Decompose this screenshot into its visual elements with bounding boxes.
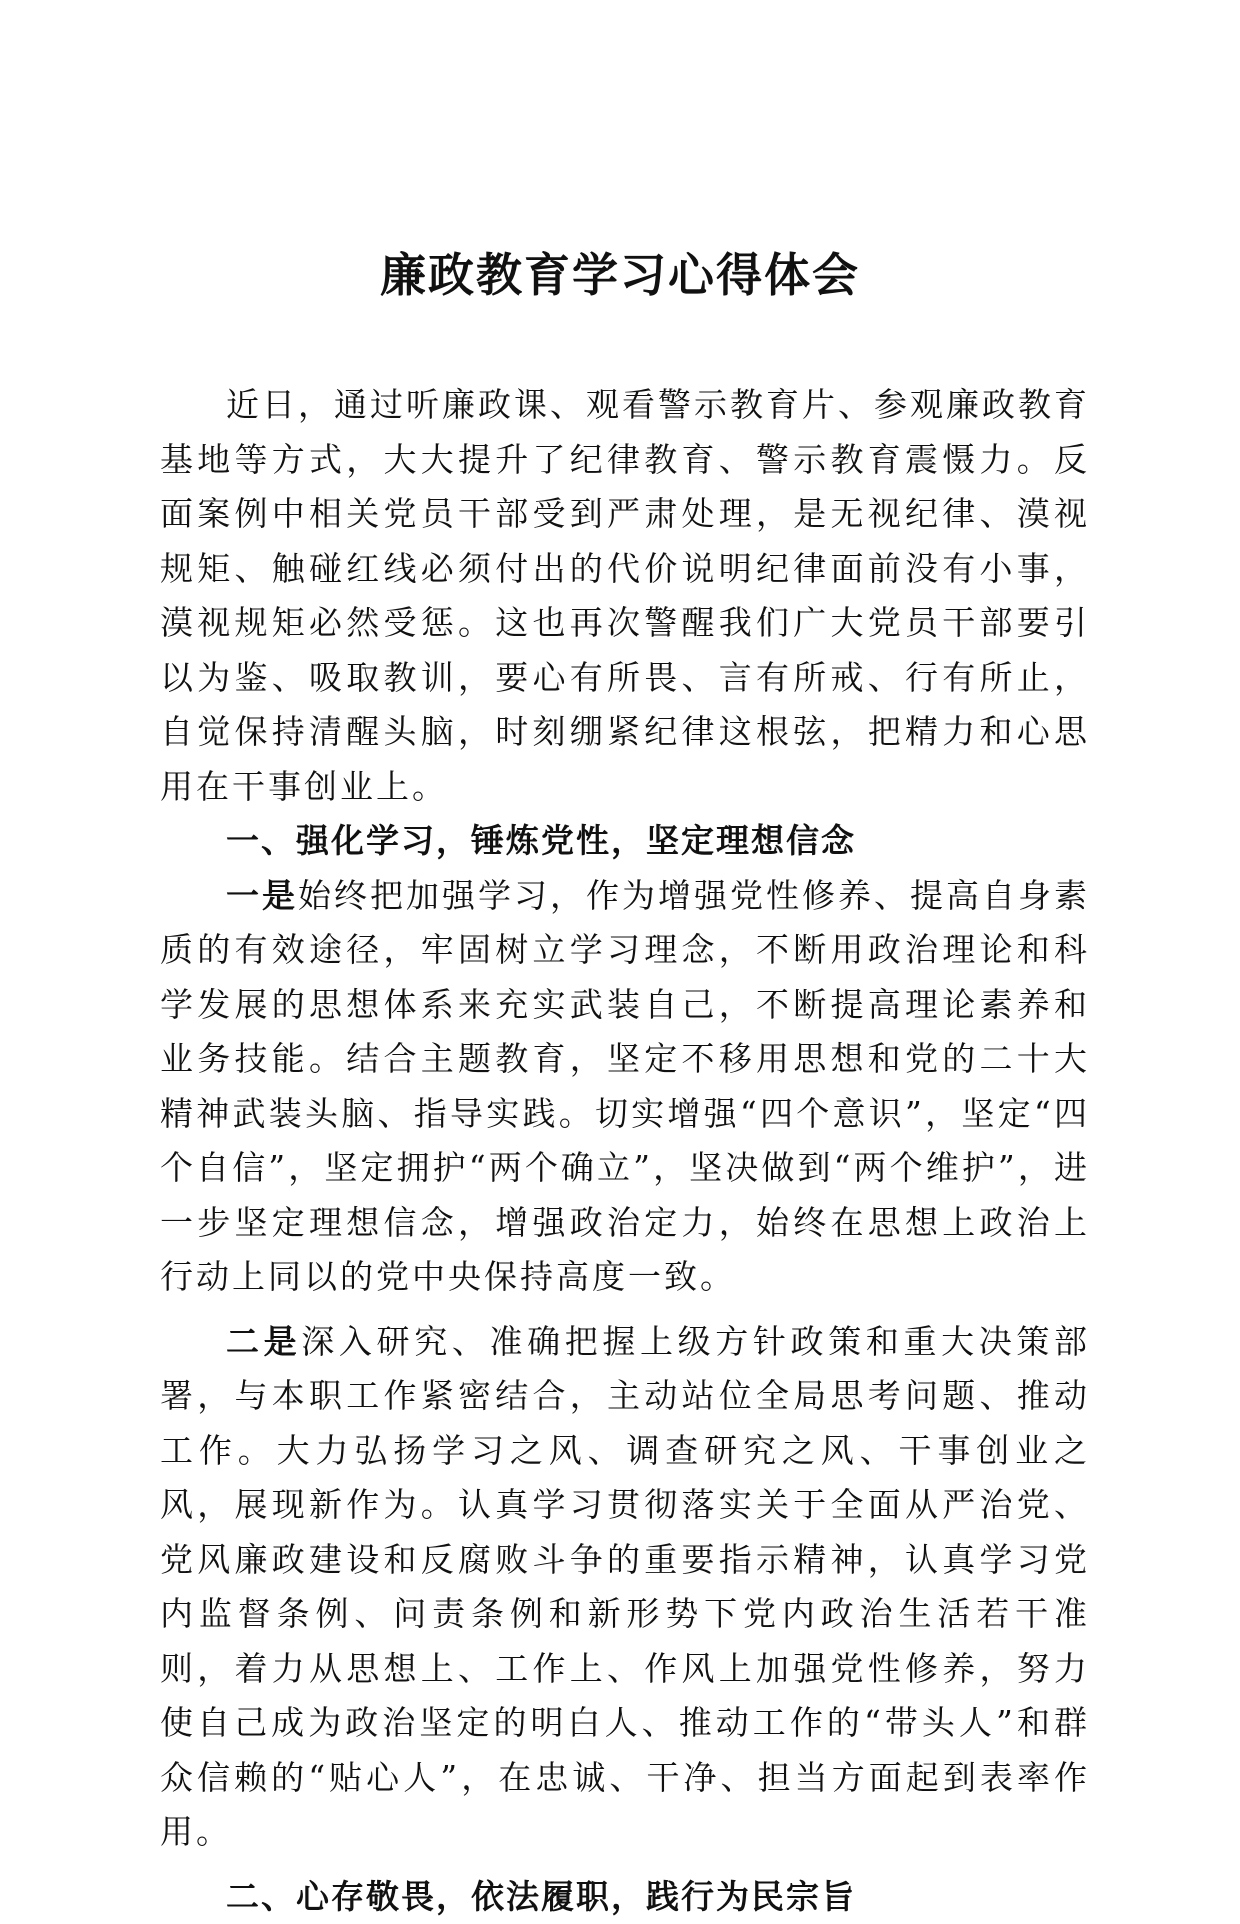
paragraph-text: 深入研究、准确把握上级方针政策和重大决策部署，与本职工作紧密结合，主动站位全局思考问题、推动工作。大力弘扬学习之风、调查研究之风、干事创业之风，展现新作为。认真学习贯彻落实关于全面从严治党、党风廉政建设和反腐败斗争的重要指示精神，认真学习党内监督条例、问责条例和新形势下党内政治生活若干准则，着力从思想上、工作上、作风上加强党性修养，努力使自己成为政治坚定的明白人、推动工作的“带头人”和群众信赖的“贴心人”，在忠诚、干净、担当方面起到表率作用。	[160, 1322, 1090, 1852]
section1-paragraph-2	[160, 1315, 1090, 1860]
document-body	[160, 378, 1090, 1924]
intro-paragraph: 近日，通过听廉政课、观看警示教育片、参观廉政教育基地等方式，大大提升了纪律教育、警示教育震慑力。反面案例中相关党员干部受到严肃处理，是无视纪律、漠视规矩、触碰红线必须付出的代价说明纪律面前没有小事，漠视规矩必然受惩。这也再次警醒我们广大党员干部要引以为鉴、吸取教训，要心有所畏、言有所戒、行有所止，自觉保持清醒头脑，时刻绷紧纪律这根弦，把精力和心思用在干事创业上。	[160, 378, 1090, 814]
section1-paragraph-1	[160, 869, 1090, 1305]
paragraph-lead: 一是	[226, 876, 298, 915]
paragraph-text: 始终把加强学习，作为增强党性修养、提高自身素质的有效途径，牢固树立学习理念，不断用政治理论和科学发展的思想体系来充实武装自己，不断提高理论素养和业务技能。结合主题教育，坚定不移用思想和党的二十大精神武装头脑、指导实践。切实增强“四个意识”，坚定“四个自信”，坚定拥护“两个确立”，坚决做到“两个维护”，进一步坚定理想信念，增强政治定力，始终在思想上政治上行动上同以的党中央保持高度一致。	[160, 876, 1090, 1297]
section-heading-1: 一、强化学习，锤炼党性，坚定理想信念	[160, 814, 1090, 869]
document-title: 廉政教育学习心得体会	[0, 248, 1240, 303]
paragraph-lead: 二是	[226, 1322, 301, 1361]
section-heading-2: 二、心存敬畏，依法履职，践行为民宗旨	[160, 1870, 1090, 1924]
